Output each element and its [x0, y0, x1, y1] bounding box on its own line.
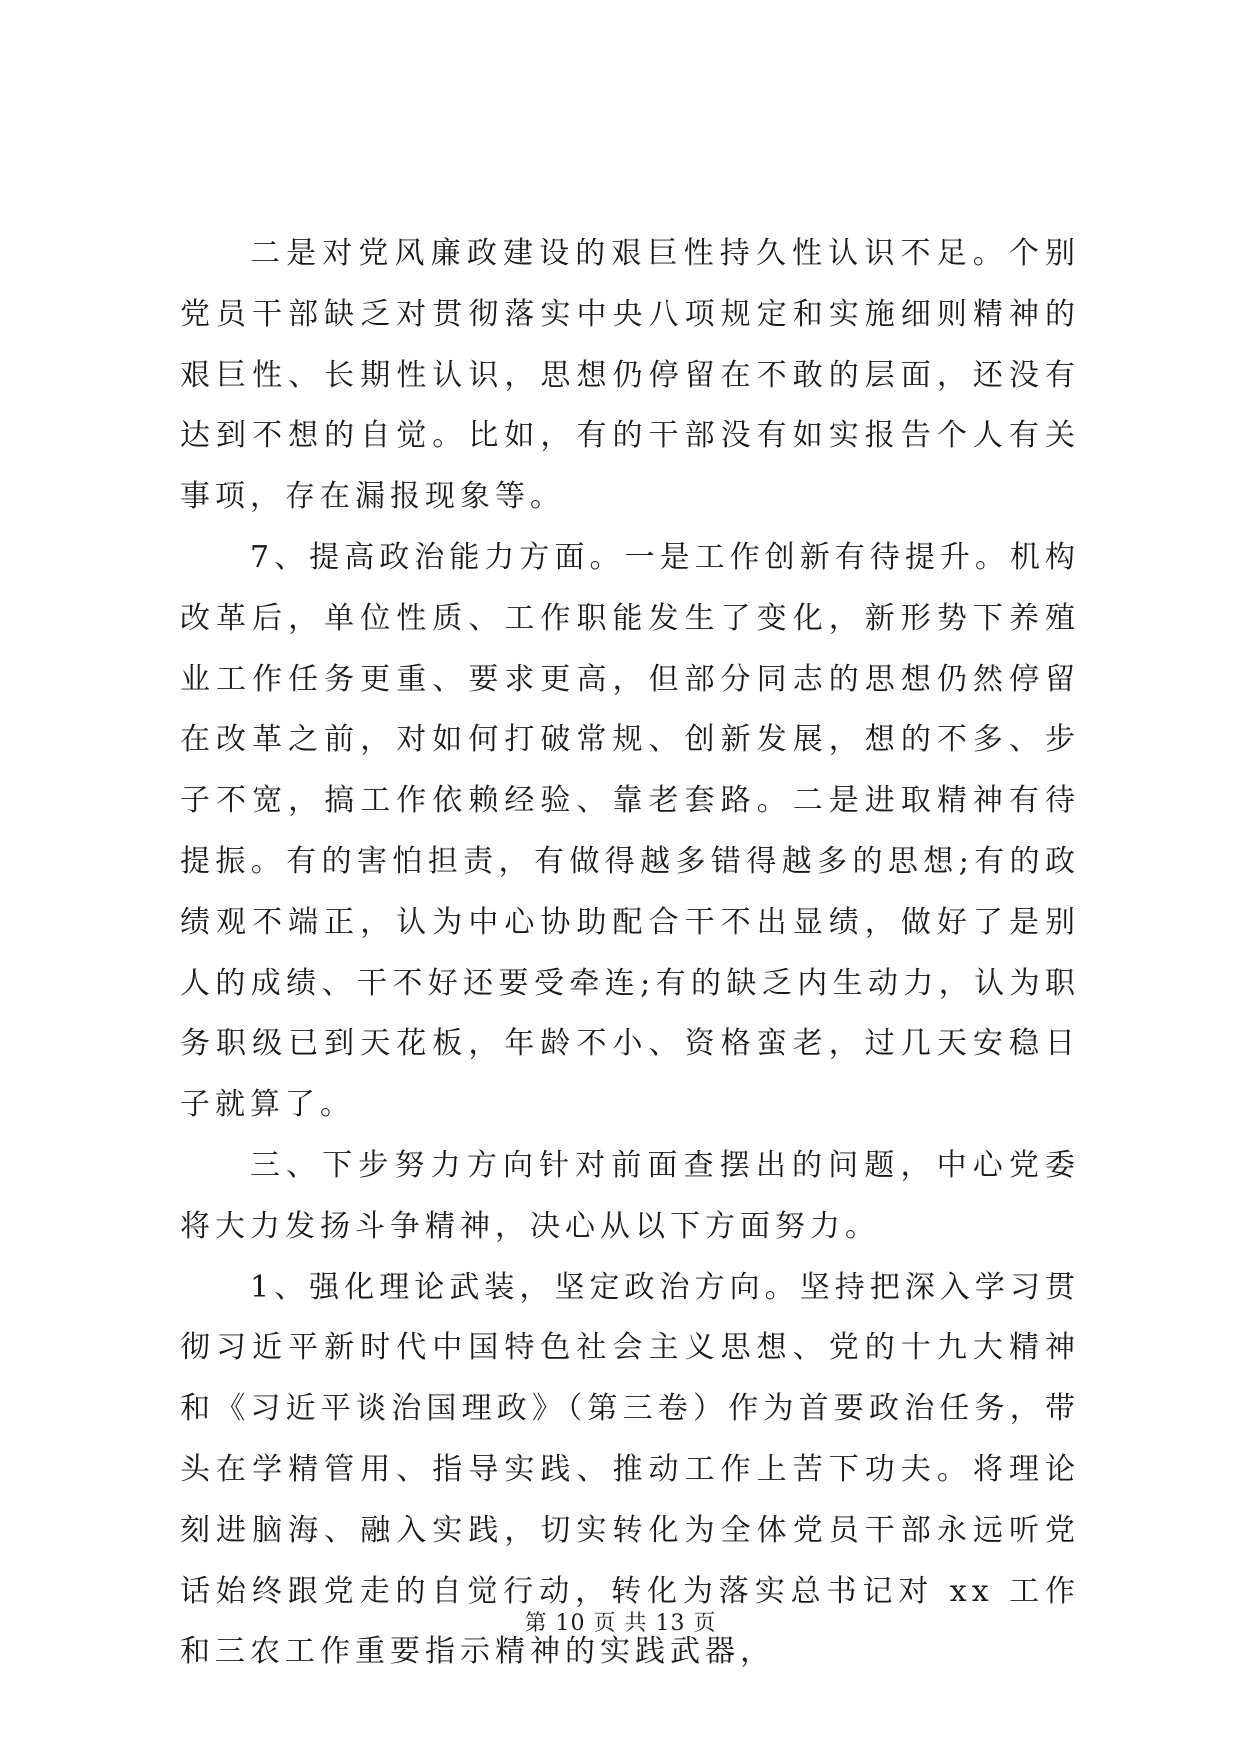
paragraph: 1、强化理论武装，坚定政治方向。坚持把深入学习贯彻习近平新时代中国特色社会主义思想、党的十九大精神和《习近平谈治国理政》（第三卷）作为首要政治任务，带头在学精管用、指导实践、推动工作上苦下功夫。将理论刻进脑海、融入实践，切实转化为全体党员干部永远听党话始终跟党走的自觉行动，转化为落实总书记对 xx 工作和三农工作重要指示精神的实践武器， [180, 1269, 1080, 1670]
document-body [180, 224, 1080, 1683]
paragraph: 7、提高政治能力方面。一是工作创新有待提升。机构改革后，单位性质、工作职能发生了变化，新形势下养殖业工作任务更重、要求更高，但部分同志的思想仍然停留在改革之前，对如何打破常规、创新发展，想的不多、步子不宽，搞工作依赖经验、靠老套路。二是进取精神有待提振。有的害怕担责，有做得越多错得越多的思想;有的政绩观不端正，认为中心协助配合干不出显绩，做好了是别人的成绩、干不好还要受牵连;有的缺乏内生动力，认为职务职级已到天花板，年龄不小、资格蛮老，过几天安稳日子就算了。 [180, 539, 1080, 1123]
page-number-footer: 第 10 页 共 13 页 [524, 1611, 717, 1636]
paragraph: 三、下步努力方向针对前面查摆出的问题，中心党委将大力发扬斗争精神，决心从以下方面努力。 [180, 1147, 1080, 1244]
paragraph: 二是对党风廉政建设的艰巨性持久性认识不足。个别党员干部缺乏对贯彻落实中央八项规定和实施细则精神的艰巨性、长期性认识，思想仍停留在不敢的层面，还没有达到不想的自觉。比如，有的干部没有如实报告个人有关事项，存在漏报现象等。 [180, 236, 1080, 515]
